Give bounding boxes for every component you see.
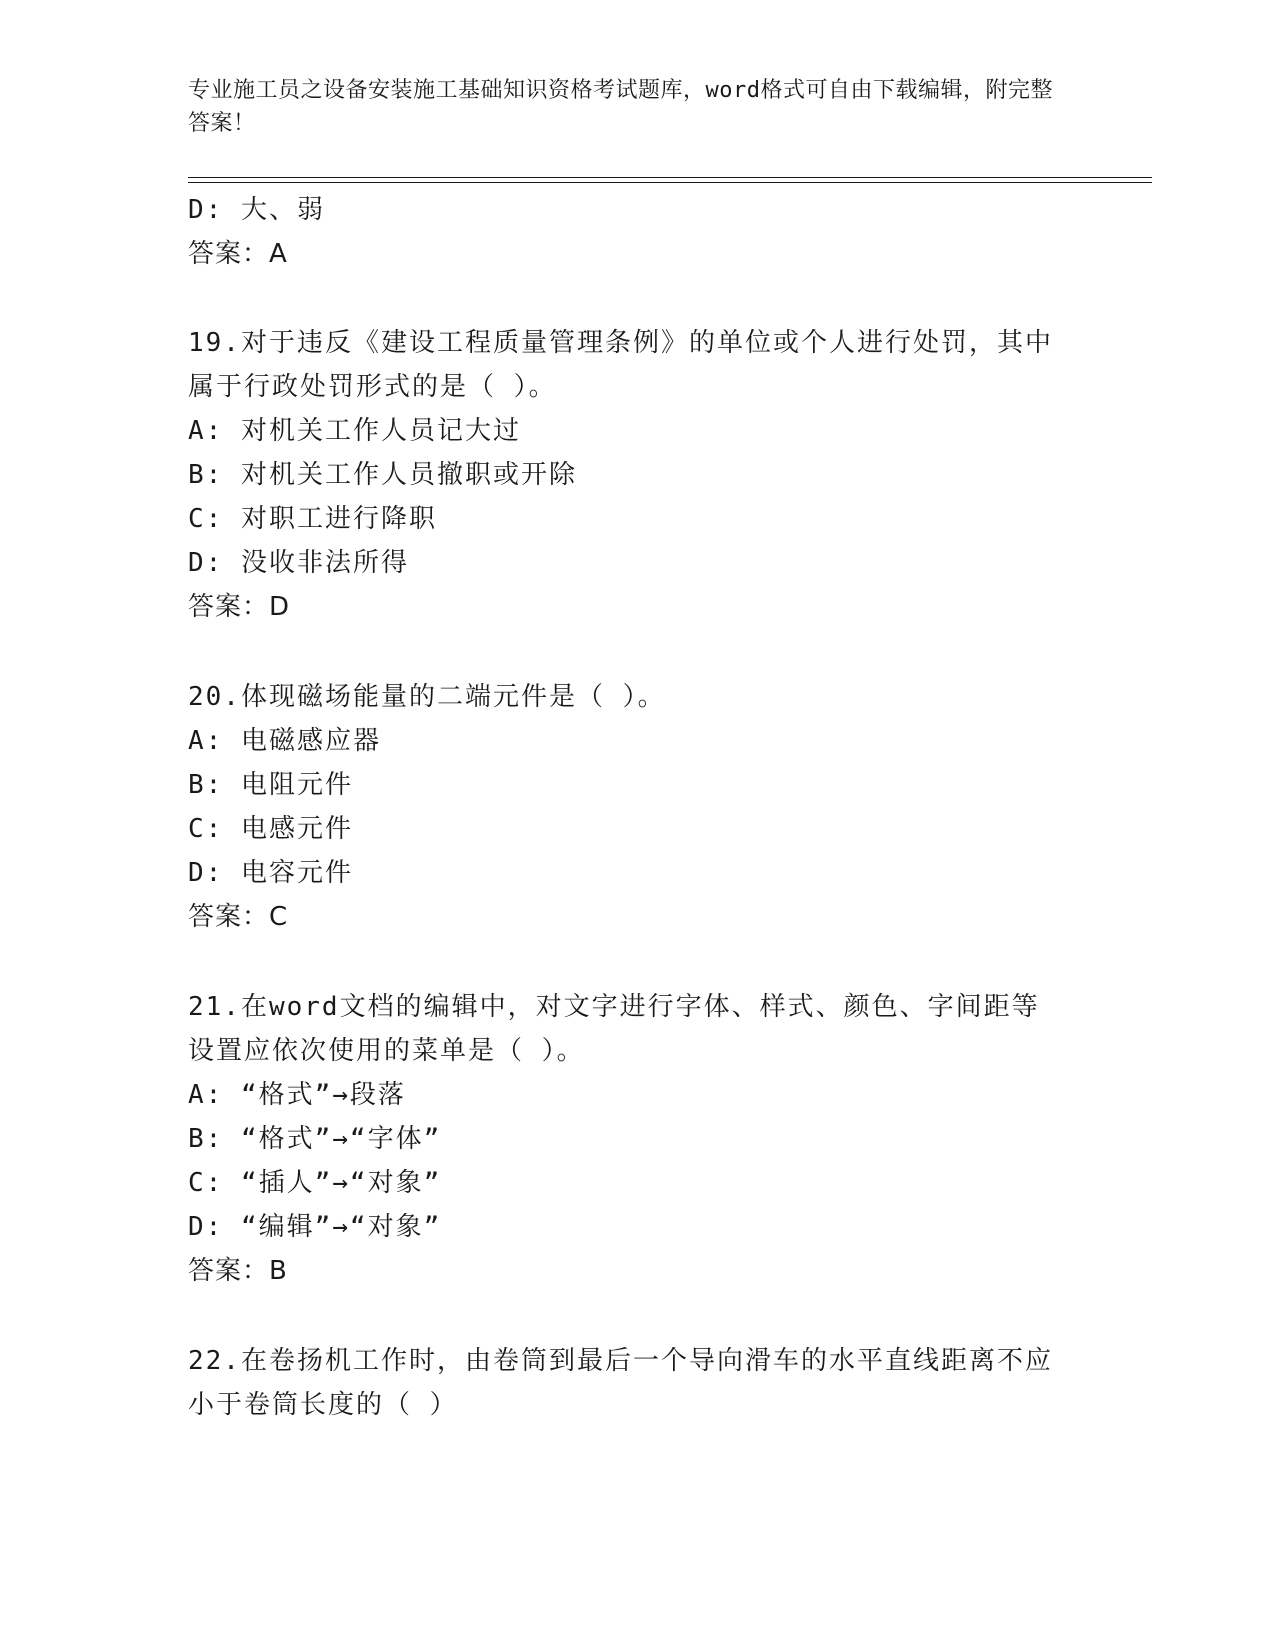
question-stem: 21.在word文档的编辑中，对文字进行字体、样式、颜色、字间距等 xyxy=(188,992,1040,1022)
option-d: D: “编辑”→“对象” xyxy=(188,1212,442,1242)
question-stem: 小于卷筒长度的（ ） xyxy=(188,1390,458,1420)
header-divider-top xyxy=(188,177,1152,178)
answer-line: 答案：D xyxy=(188,592,291,622)
question-stem: 19.对于违反《建设工程质量管理条例》的单位或个人进行处罚，其中 xyxy=(188,328,1053,358)
option-a: A: 对机关工作人员记大过 xyxy=(188,416,521,446)
answer-line: 答案：A xyxy=(188,239,288,269)
answer-line: 答案：C xyxy=(188,902,289,932)
option-c: C: 电感元件 xyxy=(188,814,353,844)
option-d: D: 电容元件 xyxy=(188,858,353,888)
page-header: 专业施工员之设备安装施工基础知识资格考试题库，word格式可自由下载编辑，附完整答案！ xyxy=(188,78,1053,136)
option-b: B: 对机关工作人员撤职或开除 xyxy=(188,460,577,490)
option-b: B: “格式”→“字体” xyxy=(188,1124,442,1154)
question-stem: 属于行政处罚形式的是（ ）。 xyxy=(188,372,557,402)
question-stem: 22.在卷扬机工作时，由卷筒到最后一个导向滑车的水平直线距离不应 xyxy=(188,1346,1053,1376)
option-c: C: “插人”→“对象” xyxy=(188,1168,442,1198)
option-a: A: 电磁感应器 xyxy=(188,726,381,756)
option-a: A: “格式”→段落 xyxy=(188,1080,406,1110)
option-b: B: 电阻元件 xyxy=(188,770,353,800)
option-d: D: 大、弱 xyxy=(188,195,325,225)
header-divider-bottom xyxy=(188,182,1152,183)
answer-line: 答案：B xyxy=(188,1256,288,1286)
question-stem: 设置应依次使用的菜单是（ ）。 xyxy=(188,1036,585,1066)
question-stem: 20.体现磁场能量的二端元件是（ ）。 xyxy=(188,682,666,712)
option-c: C: 对职工进行降职 xyxy=(188,504,437,534)
option-d: D: 没收非法所得 xyxy=(188,548,409,578)
